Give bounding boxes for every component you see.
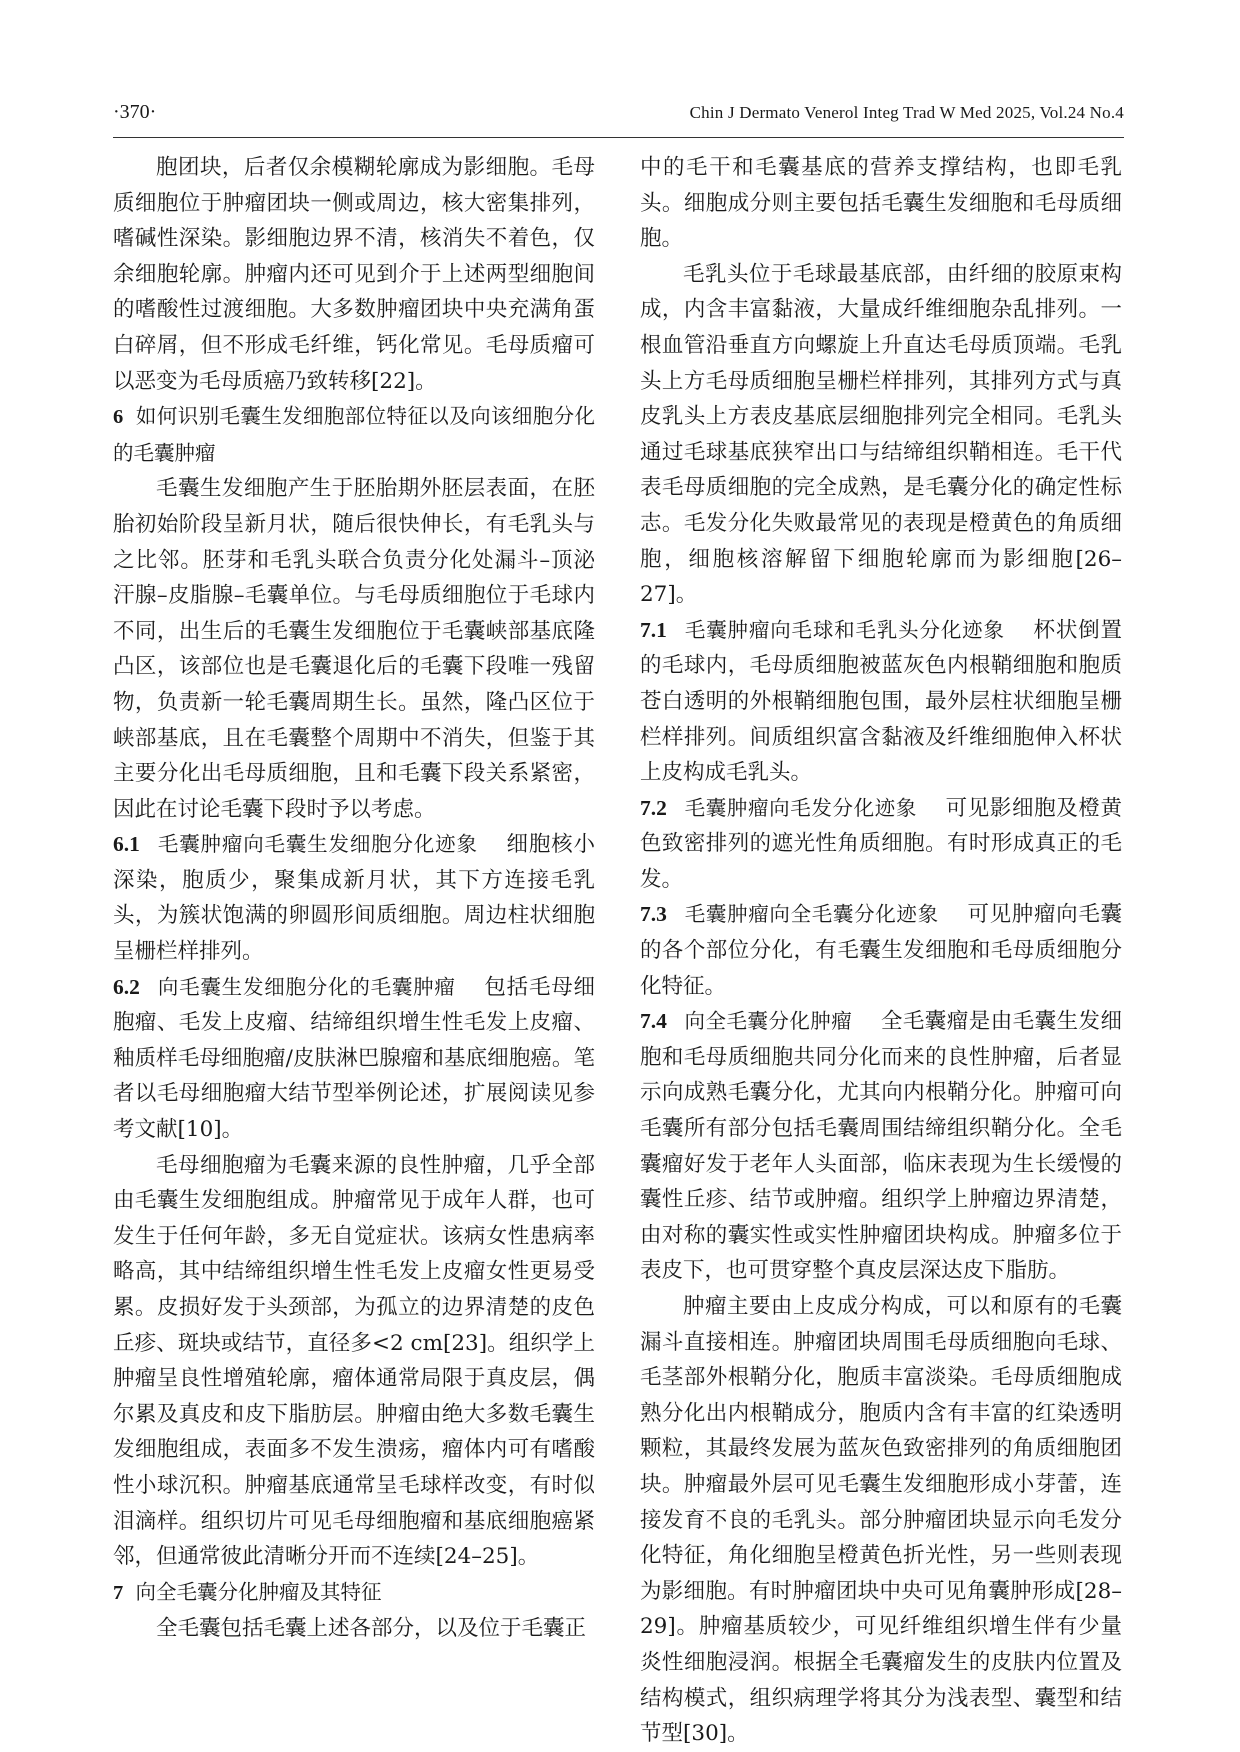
- paragraph: 全毛囊包括毛囊上述各部分，以及位于毛囊正: [156, 1616, 587, 1642]
- subsection-7-2: [640, 791, 1122, 898]
- subsection-title: 毛囊肿瘤向全毛囊分化迹象: [684, 902, 939, 927]
- paragraph: 毛母细胞瘤为毛囊来源的良性肿瘤，几乎全部由毛囊生发细胞组成。肿瘤常见于成年人群，也可发生于任何年龄，多无自觉症状。该病女性患病率略高，其中结缔组织增生性毛发上皮瘤女性更易受累。皮损好发于头颈部，为孤立的边界清楚的皮色丘疹、斑块或结节，直径多<2 cm[23]。组织学上肿瘤呈良性增殖轮廓，瘤体通常局限于真皮层，偶尔累及真皮和皮下脂肪层。肿瘤由绝大多数毛囊生发细胞组成，表面多不发生溃疡，瘤体内可有嗜酸性小球沉积。肿瘤基底通常呈毛球样改变，有时似泪滴样。组织切片可见毛母细胞瘤和基底细胞癌紧邻，但通常彼此清晰分开而不连续[24–25]。: [113, 1152, 595, 1570]
- paragraph: 胞团块，后者仅余模糊轮廓成为影细胞。毛母质细胞位于肿瘤团块一侧或周边，核大密集排列，嗜碱性深染。影细胞边界不清，核消失不着色，仅余细胞轮廓。肿瘤内还可见到介于上述两型细胞间的嗜酸性过渡细胞。大多数肿瘤团块中央充满角蛋白碎屑，但不形成毛纤维，钙化常见。毛母质瘤可以恶变为毛母质癌乃致转移[22]。: [113, 155, 595, 394]
- paragraph: 中的毛干和毛囊基底的营养支撑结构，也即毛乳头。细胞成分则主要包括毛囊生发细胞和毛母质细胞。: [640, 155, 1122, 252]
- paragraph: 毛囊生发细胞产生于胚胎期外胚层表面，在胚胎初始阶段呈新月状，随后很快伸长，有毛乳头与之比邻。胚芽和毛乳头联合负责分化处漏斗–顶泌汗腺–皮脂腺–毛囊单位。与毛母质细胞位于毛球内不同，出生后的毛囊生发细胞位于毛囊峡部基底隆凸区，该部位也是毛囊退化后的毛囊下段唯一残留物，负责新一轮毛囊周期生长。虽然，隆凸区位于峡部基底，且在毛囊整个周期中不消失，但鉴于其主要分化出毛母质细胞，且和毛囊下段关系紧密，因此在讨论毛囊下段时予以考虑。: [113, 476, 595, 822]
- subsection-title: 毛囊肿瘤向毛囊生发细胞分化迹象: [157, 832, 478, 857]
- paragraph: 毛乳头位于毛球最基底部，由纤细的胶原束构成，内含丰富黏液，大量成纤维细胞杂乱排列。一根血管沿垂直方向螺旋上升直达毛母质顶端。毛乳头上方毛母质细胞呈栅栏样排列，其排列方式与真皮乳头上方表皮基底层细胞排列完全相同。毛乳头通过毛球基底狭窄出口与结缔组织鞘相连。毛干代表毛母质细胞的完全成熟，是毛囊分化的确定性标志。毛发分化失败最常见的表现是橙黄色的角质细胞，细胞核溶解留下细胞轮廓而为影细胞[26–27]。: [640, 261, 1122, 608]
- subsection-6-1: [113, 827, 595, 969]
- section-number: 6: [113, 406, 124, 429]
- subsection-7-3: [640, 897, 1122, 1004]
- journal-citation: Chin J Dermato Venerol Integ Trad W Med 2025, Vol.24 No.4: [689, 103, 1124, 122]
- page-header: [113, 97, 1124, 138]
- subsection-number: 7.1: [640, 617, 667, 642]
- subsection-number: 7.4: [640, 1009, 667, 1034]
- subsection-title: 向毛囊生发细胞分化的毛囊肿瘤: [157, 974, 456, 999]
- subsection-text: 可见影细胞及橙黄色致密排列的遮光性角质细胞。有时形成真正的毛发。: [640, 795, 1122, 892]
- section-title: 向全毛囊分化肿瘤及其特征: [135, 1579, 382, 1604]
- subsection-text: 包括毛母细胞瘤、毛发上皮瘤、结缔组织增生性毛发上皮瘤、釉质样毛母细胞瘤/皮肤淋巴腺瘤和基底细胞癌。笔者以毛母细胞瘤大结节型举例论述，扩展阅读见参考文献[10]。: [113, 974, 595, 1143]
- subsection-title: 毛囊肿瘤向毛发分化迹象: [684, 795, 917, 820]
- section-heading-7: [113, 1575, 595, 1612]
- subsection-7-4: [640, 1004, 1122, 1289]
- subsection-text: 可见肿瘤向毛囊的各个部位分化，有毛囊生发细胞和毛母质细胞分化特征。: [640, 902, 1122, 999]
- left-column: [113, 150, 595, 1647]
- subsection-text: 全毛囊瘤是由毛囊生发细胞和毛母质细胞共同分化而来的良性肿瘤，后者显示向成熟毛囊分化，尤其向内根鞘分化。肿瘤可向毛囊所有部分包括毛囊周围结缔组织鞘分化。全毛囊瘤好发于老年人头面部，临床表现为生长缓慢的囊性丘疹、结节或肿瘤。组织学上肿瘤边界清楚，由对称的囊实性或实性肿瘤团块构成。肿瘤多位于表皮下，也可贯穿整个真皮层深达皮下脂肪。: [640, 1009, 1122, 1284]
- subsection-number: 6.1: [113, 832, 140, 857]
- subsection-title: 毛囊肿瘤向毛球和毛乳头分化迹象: [684, 617, 1005, 642]
- section-number: 7: [113, 1581, 124, 1604]
- subsection-text: 细胞核小深染，胞质少，聚集成新月状，其下方连接毛乳头，为簇状饱满的卵圆形间质细胞。周边柱状细胞呈栅栏样排列。: [113, 832, 595, 965]
- subsection-7-1: [640, 613, 1122, 791]
- section-heading-6: [113, 399, 595, 471]
- subsection-text: 杯状倒置的毛球内，毛母质细胞被蓝灰色内根鞘细胞和胞质苍白透明的外根鞘细胞包围，最外层柱状细胞呈栅栏样排列。间质组织富含黏液及纤维细胞伸入杯状上皮构成毛乳头。: [640, 617, 1122, 786]
- right-column: [640, 150, 1122, 1752]
- paragraph: 肿瘤主要由上皮成分构成，可以和原有的毛囊漏斗直接相连。肿瘤团块周围毛母质细胞向毛球、毛茎部外根鞘分化，胞质丰富淡染。毛母质细胞成熟分化出内根鞘成分，胞质内含有丰富的红染透明颗粒，其最终发展为蓝灰色致密排列的角质细胞团块。肿瘤最外层可见毛囊生发细胞形成小芽蕾，连接发育不良的毛乳头。部分肿瘤团块显示向毛发分化特征，角化细胞呈橙黄色折光性，另一些则表现为影细胞。有时肿瘤团块中央可见角囊肿形成[28–29]。肿瘤基质较少，可见纤维组织增生伴有少量炎性细胞浸润。根据全毛囊瘤发生的皮肤内位置及结构模式，组织病理学将其分为浅表型、囊型和结节型[30]。: [640, 1294, 1122, 1747]
- subsection-number: 6.2: [113, 974, 140, 999]
- subsection-number: 7.2: [640, 795, 667, 820]
- subsection-number: 7.3: [640, 902, 667, 927]
- section-title: 如何识别毛囊生发细胞部位特征以及向该细胞分化的毛囊肿瘤: [113, 404, 595, 465]
- page-number: ·370·: [113, 101, 157, 123]
- subsection-6-2: [113, 970, 595, 1148]
- subsection-title: 向全毛囊分化肿瘤: [684, 1009, 853, 1034]
